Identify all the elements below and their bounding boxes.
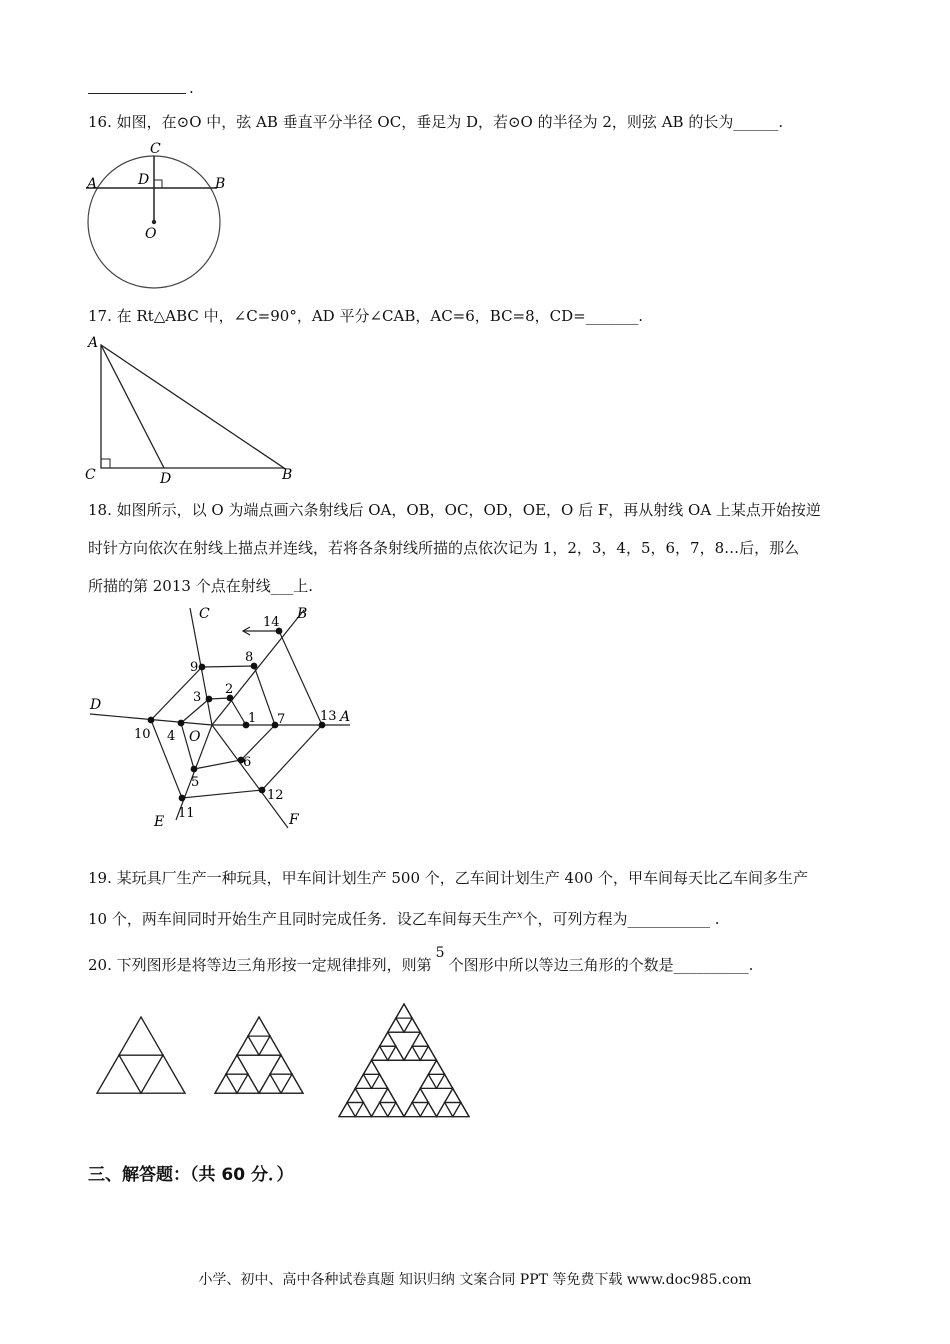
- section-title: 三、解答题：（共 60 分．）: [88, 1165, 294, 1185]
- triangle: [437, 1103, 453, 1117]
- label-11: 11: [178, 806, 195, 821]
- triangle: [420, 1074, 436, 1088]
- triangle: [339, 1103, 355, 1117]
- label-4: 4: [167, 729, 176, 744]
- pattern-2: [215, 1017, 303, 1093]
- inner-triangle: [428, 1074, 444, 1088]
- ray-label-d: D: [90, 697, 102, 713]
- label-b: B: [282, 467, 293, 483]
- pattern-1: [97, 1017, 185, 1093]
- label-1: 1: [248, 711, 257, 726]
- triangle: [372, 1103, 388, 1117]
- label-5: 5: [191, 775, 200, 790]
- blank-underline: [88, 93, 186, 94]
- q16-text: 16. 如图，在⊙O 中，弦 AB 垂直平分半径 OC，垂足为 D，若⊙O 的半径为 2，则弦 AB 的长为______.: [88, 113, 784, 131]
- inner-triangle: [412, 1046, 428, 1060]
- triangle: [453, 1103, 469, 1117]
- label-o: O: [145, 226, 157, 242]
- triangle: [437, 1074, 453, 1088]
- previous-answer-blank: [88, 79, 194, 97]
- label-c: C: [150, 141, 161, 157]
- point-10: [148, 717, 155, 724]
- page-footer: 小学、初中、高中各种试卷真题 知识归纳 文案合同 PPT 等免费下载 www.doc985.com: [198, 1272, 752, 1288]
- triangle: [372, 1046, 388, 1060]
- label-d: D: [138, 172, 150, 188]
- ray-label-o: O: [189, 729, 201, 745]
- triangle: [355, 1074, 371, 1088]
- triangle: [412, 1032, 428, 1046]
- blank-period: .: [189, 79, 194, 97]
- triangle: [363, 1060, 379, 1074]
- point-4: [178, 720, 185, 727]
- pattern-3: [339, 1004, 469, 1117]
- triangle: [355, 1103, 371, 1117]
- inner-triangle: [445, 1103, 461, 1117]
- triangle: [226, 1055, 248, 1074]
- inner-triangle: [248, 1036, 270, 1055]
- triangle: [259, 1036, 281, 1055]
- label-12: 12: [267, 788, 284, 803]
- q18-line3: 所描的第 2013 个点在射线___上.: [88, 577, 313, 595]
- triangle: [281, 1074, 303, 1093]
- q17-triangle-figure: [84, 333, 299, 485]
- label-14: 14: [263, 615, 280, 630]
- triangle: [388, 1103, 404, 1117]
- label-c: C: [85, 467, 96, 483]
- bisector-ad: [101, 345, 164, 468]
- triangle: [248, 1017, 270, 1036]
- triangle: [420, 1046, 436, 1060]
- label-3: 3: [193, 690, 202, 705]
- triangle: [270, 1055, 292, 1074]
- point-12: [259, 787, 266, 794]
- q18-line1: 18. 如图所示，以 O 为端点画六条射线后 OA，OB，OC，OD，OE，O 后 F，再从射线 OA 上某点开始按逆: [88, 501, 821, 519]
- label-13: 13: [320, 709, 337, 724]
- triangle: [259, 1074, 281, 1093]
- triangle: [237, 1036, 259, 1055]
- right-angle-mark: [154, 180, 162, 188]
- right-angle-mark: [101, 459, 110, 468]
- triangle: [445, 1088, 461, 1102]
- inner-triangle: [396, 1018, 412, 1032]
- ray-label-f: F: [289, 812, 299, 828]
- triangle: [412, 1088, 428, 1102]
- inner-triangle: [363, 1074, 379, 1088]
- q20-part-a: 20. 下列图形是将等边三角形按一定规律排列，则第: [88, 956, 432, 974]
- label-10: 10: [134, 727, 151, 742]
- label-a: A: [87, 176, 98, 192]
- q16-circle-figure: [84, 138, 234, 290]
- triangle: [97, 1055, 141, 1093]
- spiral-path: [151, 631, 322, 798]
- label-7: 7: [277, 712, 286, 727]
- ray-label-a: A: [340, 709, 351, 725]
- triangle: [404, 1103, 420, 1117]
- triangle: [388, 1018, 404, 1032]
- ray-label-b: B: [297, 606, 308, 622]
- q20-triangle-patterns: [95, 1000, 475, 1120]
- triangle: [404, 1046, 420, 1060]
- inner-triangle: [119, 1055, 163, 1093]
- q19-line2: [88, 906, 720, 929]
- label-a: A: [88, 335, 99, 351]
- label-b: B: [215, 176, 226, 192]
- triangle: [347, 1088, 363, 1102]
- triangle: [215, 1074, 237, 1093]
- inner-triangle: [270, 1074, 292, 1093]
- point-5: [191, 766, 198, 773]
- inner-triangle: [380, 1046, 396, 1060]
- ray-label-c: C: [199, 606, 210, 622]
- q18-rays-figure: [84, 598, 359, 838]
- label-d: D: [160, 471, 172, 487]
- triangle: [396, 1004, 412, 1018]
- triangle: [119, 1017, 163, 1055]
- center-point: [152, 220, 156, 224]
- ray-ob: [212, 610, 304, 725]
- triangle: [141, 1055, 185, 1093]
- variable-x: x: [516, 910, 523, 921]
- inner-triangle: [380, 1103, 396, 1117]
- q18-line2: 时针方向依次在射线上描点并连线，若将各条射线所描的点依次记为 1，2，3，4，5，6，7，8…后，那么: [88, 539, 800, 557]
- q19-line2-part-a: 10 个，两车间同时开始生产且同时完成任务．设乙车间每天生产: [88, 910, 517, 928]
- triangle: [428, 1060, 444, 1074]
- triangle: [380, 1032, 396, 1046]
- label-9: 9: [190, 660, 199, 675]
- label-8: 8: [245, 650, 254, 665]
- ray-of: [212, 725, 288, 828]
- q20-number: 5: [435, 945, 445, 961]
- triangle: [380, 1088, 396, 1102]
- q20-text: [88, 945, 754, 976]
- triangle: [372, 1074, 388, 1088]
- point-11: [179, 795, 186, 802]
- q19-line1: 19. 某玩具厂生产一种玩具，甲车间计划生产 500 个，乙车间计划生产 400 个，甲车间每天比乙车间多生产: [88, 869, 808, 887]
- label-2: 2: [225, 682, 234, 697]
- label-6: 6: [243, 755, 252, 770]
- inner-triangle: [226, 1074, 248, 1093]
- triangle: [388, 1046, 404, 1060]
- q19-line2-part-b: 个，可列方程为___________ .: [522, 910, 720, 928]
- q17-text: 17. 在 Rt△ABC 中，∠C=90°，AD 平分∠CAB，AC=6，BC=8，CD=_______.: [88, 307, 644, 325]
- inner-triangle: [347, 1103, 363, 1117]
- point-3: [206, 696, 213, 703]
- triangle: [420, 1103, 436, 1117]
- triangle: [237, 1074, 259, 1093]
- ray-label-e: E: [154, 814, 165, 830]
- inner-triangle: [412, 1103, 428, 1117]
- triangle-abc: [101, 345, 284, 468]
- q20-part-b: 个图形中所以等边三角形的个数是__________.: [448, 956, 754, 974]
- triangle: [404, 1018, 420, 1032]
- point-9: [199, 664, 206, 671]
